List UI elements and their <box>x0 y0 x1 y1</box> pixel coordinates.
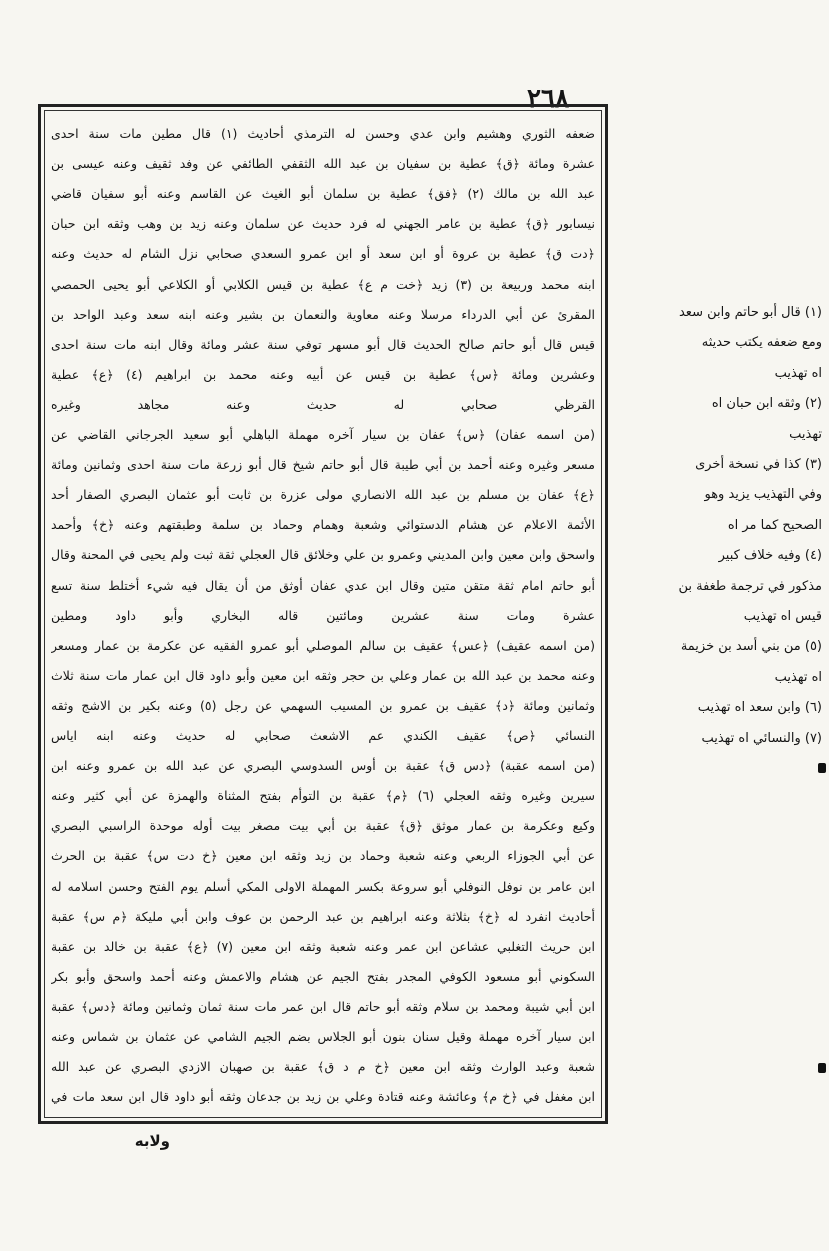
main-text-line: سيرين وغيره وثقه العجلي (٦) ﴿م﴾ عقبة بن التوأم بفتح المثناة والهمزة عن أبي كثير وعنه <box>51 788 595 804</box>
main-text-block <box>44 110 602 1118</box>
main-text-line: أبو حاتم امام ثقة متقن متين وقال ابن عدي عفان أوثق من أن يقال فيه شيء أختلط سنة تسع <box>51 577 595 593</box>
catchword: ولابه <box>134 1132 170 1150</box>
margin-note-line: (٦) وابن سعد اه تهذيب <box>697 700 822 716</box>
main-text-line: ﴿دت ق﴾ عطية بن عروة أو ابن سعد أو ابن عمرو السعدي صحابي نزل الشام له حديث وعنه <box>51 246 595 262</box>
main-text-line: النسائي ﴿ص﴾ عقيف الكندي عم الاشعث صحابي له حديث وعنه ابنه اياس <box>51 728 595 743</box>
margin-note-line: اه تهذيب <box>774 365 822 381</box>
margin-note-line: (٥) من بني أسد بن خزيمة <box>680 639 822 655</box>
main-text-line: عشرة ومائة ﴿ق﴾ عطية بن سفيان بن عبد الله الثقفي الطائفي عن وفد ثقيف وعنه عيسى بن <box>51 156 595 172</box>
margin-note-line: الصحيح كما مر اه <box>727 517 822 533</box>
main-text-line: ابن عامر بن نوفل النوفلي أبو سروعة بكسر المهملة الاولى المكي أسلم يوم الفتح وحسن اسلامه له <box>51 878 595 894</box>
margin-note-line: (٤) وفيه خلاف كبير <box>718 548 822 564</box>
margin-note-line: تهذيب <box>789 426 822 442</box>
main-text-line: ضعفه الثوري وهشيم وابن عدي وحسن له الترمذي أحاديث (١) قال مطين مات سنة احدى <box>51 126 595 141</box>
main-text-line: ﴿ع﴾ عفان بن مسلم بن عبد الله الانصاري مولى عزرة بن ثابت أبو عثمان البصري الصفار أحد <box>51 487 595 503</box>
margin-note-line: (٢) وثقه ابن حبان اه <box>711 396 822 412</box>
page-number: ٢٦٨ <box>527 84 569 114</box>
main-text-line: وكيع وعكرمة بن عمار موثق ﴿ق﴾ عقبة بن أبي بيت مصغر بيت أوله موحدة الراسبي البصري <box>51 818 595 834</box>
margin-note-line: ومع ضعفه يكتب حديثه <box>701 335 822 351</box>
main-text-line: ابنه محمد وربيعة بن (٣) زيد ﴿خت م ع﴾ عطية بن قيس الكلابي أو الكلاعي أبو يحيى الحمصي <box>51 276 595 292</box>
edge-ink-mark <box>818 1063 826 1073</box>
margin-note-line: وفي التهذيب يزيد وهو <box>704 487 822 503</box>
main-text-line: ابن مغفل في ﴿خ م﴾ وعائشة وعنه قتادة وعلي بن زيد بن جدعان وثقه أبو داود قال ابن سعد مات في <box>51 1089 595 1105</box>
margin-note-line: مذكور في ترجمة طغفة بن <box>678 578 822 594</box>
main-text-line: السكوني أبو مسعود الكوفي المجدر بفتح الجيم عن هشام والاعمش وعنه أحمد واسحق وأبو بكر <box>51 968 595 984</box>
main-text-line: ابن حريث التغلبي عشاعن ابن عمر وعنه شعبة وثقه ابن معين (٧) ﴿ع﴾ عقبة بن خالد بن عقبة <box>51 938 595 954</box>
main-text-line: القرظي صحابي له حديث وعنه مجاهد وغيره <box>51 396 595 412</box>
main-text-line: أحاديث انفرد له ﴿خ﴾ بثلاثة وعنه ابراهيم بن عبد الرحمن بن عوف وابن أبي مليكة ﴿م س﴾ عقبة <box>51 908 595 924</box>
margin-note-line: اه تهذيب <box>774 669 822 685</box>
main-text-line: وعنه محمد بن عبد الله بن عمار وعلي بن حجر وثقه ابن معين وأبو داود قال ابن عمار مات سنة ثلاث <box>51 667 595 683</box>
main-text-lines <box>51 119 595 1111</box>
main-text-line: ابن سيار آخره مهملة وقيل سنان بنون أبو الجلاس بضم الجيم الشامي عن عثمان بن شماس وعنه <box>51 1029 595 1044</box>
main-text-line: الأئمة الاعلام عن هشام الدستوائي وشعبة وهمام وحماد بن سلمة وطبقتهم وعنه ﴿خ﴾ وأحمد <box>51 517 595 533</box>
main-text-line: نيسابور ﴿ق﴾ عطية بن عامر الجهني له فرد حديث عن سلمان وعنه زيد بن وهب وثقه ابن حبان <box>51 216 595 232</box>
main-text-line: واسحق وابن معين وابن المديني وعمرو بن علي وخلائق قال العجلي ثقة ثبت ولم يحيى في المحنة وقال <box>51 547 595 563</box>
margin-note-line: (٣) كذا في نسخة أخرى <box>695 457 822 472</box>
main-text-line: (من اسمه عقبة) ﴿دس ق﴾ عقبة بن أوس السدوسي البصري عن عبد الله بن عمرو وعنه ابن <box>51 758 595 774</box>
main-text-line: عبد الله بن مالك (٢) ﴿فق﴾ عطية بن سلمان أبو الغيث عن القاسم وعنه أبو سفيان قاضي <box>51 186 595 202</box>
main-text-line: عشرة ومات سنة عشرين ومائتين قاله البخاري وأبو داود ومطين <box>51 607 595 623</box>
margin-note-line: (١) قال أبو حاتم وابن سعد <box>678 305 822 320</box>
main-text-line: ابن أبي شيبة ومحمد بن سلام وثقه أبو حاتم قال ابن عمر مات سنة ثمان وثمانين ومائة ﴿دس﴾ عقبة <box>51 998 595 1014</box>
main-text-line: المقرئ عن أبي الدرداء مرسلا وعنه معاوية والنعمان بن بشير وعنه ابنه سعد وعبد الواحد بن <box>51 306 595 322</box>
main-text-line: قيس قال أبو حاتم صالح الحديث قال أبو مسهر توفي سنة عشر ومائة وقال ابنه مات سنة احدى <box>51 336 595 352</box>
main-text-line: عن أبي الجوزاء الربعي وعنه شعبة وحماد بن زيد وثقه ابن معين ﴿خ دت س﴾ عقبة بن الحرث <box>51 848 595 864</box>
main-text-line: وثمانين ومائة ﴿د﴾ عقيف بن عمرو بن المسيب السهمي عن رجل (٥) وعنه بكير بن الاشج وثقه <box>51 697 595 713</box>
main-text-line: شعبة وعبد الوارث وثقه ابن معين ﴿خ م د ق﴾ عقبة بن صهبان الازدي البصري عن عبد الله <box>51 1059 595 1075</box>
margin-notes <box>612 298 822 758</box>
main-text-line: وعشرين ومائة ﴿س﴾ عطية بن قيس عن أبيه وعنه محمد بن ابراهيم (٤) ﴿ع﴾ عطية <box>51 366 595 382</box>
edge-ink-mark <box>818 763 826 773</box>
margin-note-line: (٧) والنسائي اه تهذيب <box>701 730 822 746</box>
main-text-line: (من اسمه عفان) ﴿س﴾ عفان بن سيار آخره مهملة الباهلي أبو سعيد الجرجاني القاضي عن <box>51 427 595 442</box>
main-text-line: (من اسمه عقيف) ﴿عس﴾ عقيف بن سالم الموصلي أبو عمرو الفقيه عن عكرمة بن عمار ومسعر <box>51 637 595 653</box>
margin-note-line: قيس اه تهذيب <box>743 609 822 624</box>
main-text-line: مسعر وغيره وعنه أحمد بن أبي طيبة قال أبو حاتم شيخ قال أبو زرعة مات سنة احدى وثمانين ومائة <box>51 457 595 473</box>
